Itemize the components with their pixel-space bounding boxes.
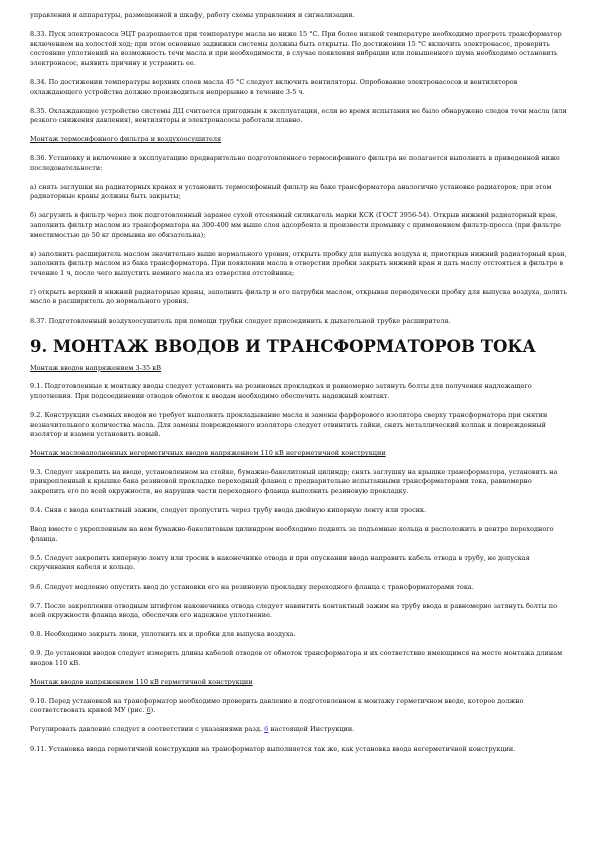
paragraph-9-8: 9.8. Необходимо закрыть люки, уплотнить их и пробки для выпуска воздуха. (30, 630, 296, 639)
paragraph-8-33: 8.33. Пуск электронасоса ЭЦТ разрешается при температуре масла не ниже 15 °С. При более низкой температуре необходимо прогреть трансформатор включением на холостой ход; при этом основные задвижки системы должны быть открыты. По достижении 15 °С включить электронасос, проверить состояние уплотнений на возможность течи масла и при необходимости, в случае появления вибрации или повышенного шума необходимо остановить электронасос, выявить причину и устранить ее. (30, 30, 562, 67)
subheading-thermosiphon-filter: Монтаж термосифонного фильтра и воздухоосушителя (30, 135, 222, 144)
paragraph-9-6: 9.6. Следует медленно опустить ввод до установки его на резиновую прокладку переходного фланца с трансформаторами тока. (30, 582, 474, 591)
paragraph-9-3: 9.3. Следует закрепить на вводе, установленном на стойке, бумажно-бакелитовый цилиндр; снять заглушку на крышке трансформатора, установить на прикрепленный к крышке бака резиновой прокладке переходный фланец с предварительно испытанными трансформаторами тока, равномерно закрепить его по всей окружности, не нарушив части переходного фланца выполнить резиновую прокладку. (30, 467, 558, 495)
paragraph-9-5: 9.5. Следует закрепить киперную ленту или тросик в наконечнике отвода и при опускании ввода направить кабель отвода в трубу, не допуская скручивания кабеля и кольцо. (30, 553, 530, 572)
paragraph-8-37: 8.37. Подготовленный воздухоосушитель при помощи трубки следует присоединить к дыхательной трубке расширителя. (30, 316, 451, 325)
paragraph-8-36-b: б) загрузить в фильтр через люк подготовленный заранее сухой отсеянный силикагель марки КСК (ГОСТ 3956-54). Открыв нижний радиаторный кран, заполнить фильтр маслом из трансформатора на 300-400 мм выше слоя адсорбента и произвести промывку с применением фильтр-пресса (при фильтре вместимостью до 50 кг промывка не обязательна); (30, 211, 561, 239)
subheading-bushings-110kv-hermetic: Монтаж вводов напряжением 110 кВ герметичной конструкции (30, 678, 253, 687)
paragraph-8-36-d: г) открыть верхний и нижний радиаторные краны, заполнить фильтр и его патрубки маслом, открывая периодически пробку для выпуска воздуха, долить масло в расширитель до нормального уровня. (30, 287, 567, 306)
subheading-bushings-3-35kv: Монтаж вводов напряжением 3-35 кВ (30, 363, 162, 372)
paragraph-pressure-end: настоящей Инструкции. (268, 725, 355, 734)
paragraph-9-4-continued: Ввод вместе с укрепленным на нем бумажно-бакелитовым цилиндром необходимо поднять за подъемные кольца и расположить в центре переходного фланца. (30, 525, 554, 543)
paragraph-9-4: 9.4. Сняв с ввода контактный зажим, следует пропустить через трубу ввода двойную киперную ленту или тросик. (30, 506, 427, 515)
paragraph-9-11: 9.11. Установка ввода герметичной конструкции на трансформатор выполняется так же, как установка ввода негерметичной конструкции. (30, 744, 516, 753)
paragraph-8-36-c: в) заполнить расширитель маслом значительно выше нормального уровня, открыть пробку для выпуска воздуха и, приоткрыв нижний радиаторный кран, заполнить фильтр маслом из бака трансформатора. При появлении масла в отверстии пробки закрыть нижний кран и дать маслу отстояться в фильтре в течение 1 ч, после чего выпустить немного масла из отверстия отстойника; (30, 249, 567, 277)
paragraph-9-10-pressure (30, 725, 568, 735)
paragraph-9-10 (30, 697, 568, 716)
paragraph-9-9: 9.9. До установки вводов следует измерить длины кабелей отводов от обмоток трансформатора и их соответствие имеющимся на месте монтажа длинам вводов 110 кВ. (30, 649, 563, 668)
paragraph-8-36-a: а) снять заглушки на радиаторных кранах и установить термосифонный фильтр на баке трансформатора аналогично установке радиаторов; при этом радиаторные краны должны быть закрыты; (30, 182, 552, 201)
paragraph-8-34: 8.34. По достижении температуры верхних слоев масла 45 °С следует включить вентиляторы. Опробование электронасосов и вентиляторов охлаждающего устройства должно производиться непрерывно в течение 3-5 ч. (30, 77, 518, 96)
paragraph-9-7: 9.7. После закрепления отводным штифтом наконечника отвода следует навинтить контактный зажим на трубу ввода и равномерно затянуть болты по всей окружности фланца ввода, обеспечив его надежное уплотнение. (30, 601, 557, 620)
paragraph-8-35: 8.35. Охлаждающее устройство системы ДЦ считается пригодным к эксплуатации, если во время испытания не было обнаружено следов течи масла (или резкого снижения давления), вентиляторы и электронасосы работали плавно. (30, 106, 567, 125)
paragraph-9-1: 9.1. Подготовленные к монтажу вводы следует установить на резиновых прокладках и равномерно затянуть болты для получения надлежащего уплотнения. При подсоединении отводов обмоток к вводам необходимо обеспечить надежный контакт. (30, 382, 532, 400)
paragraph-9-10-text: 9.10. Перед установкой на трансформатор необходимо проверить давление в подготовленном к монтажу герметичном вводе, которое должно соответствовать кривой МУ (рис. (30, 696, 524, 715)
figure-link[interactable]: 6 (146, 706, 151, 715)
document-page (30, 11, 568, 764)
subheading-bushings-110kv-non-hermetic: Монтаж маслонаполненных негерметичных вводов напряжением 110 кВ негерметичной конструкции (30, 449, 386, 458)
section-link[interactable]: 6 (264, 725, 269, 734)
paragraph-8-36: 8.36. Установку и включение в эксплуатацию предварительно подготовленного термосифонного фильтра не полагается выполнять в приведенной ниже последовательности: (30, 153, 560, 172)
paragraph-9-10-end: ). (150, 706, 156, 715)
paragraph-fragment: управления и аппаратуры, размещенной в шкафу, работу схемы управления и сигнализации. (30, 11, 355, 19)
paragraph-9-2: 9.2. Конструкция съемных вводов не требует выполнять прокладывание масла и замены фарфорового изолятора сверху трансформатора при снятии незначительного количества масла. Для замены поврежденного изолятора следует отвинтить гайки, снять металлический колпак и поврежденный изолятор и взамен установить новый. (30, 410, 548, 439)
paragraph-pressure-text: Регулировать давление следует в соответствии с указаниями разд. (30, 725, 265, 734)
section-heading: 9. МОНТАЖ ВВОДОВ И ТРАНСФОРМАТОРОВ ТОКА (30, 336, 536, 356)
